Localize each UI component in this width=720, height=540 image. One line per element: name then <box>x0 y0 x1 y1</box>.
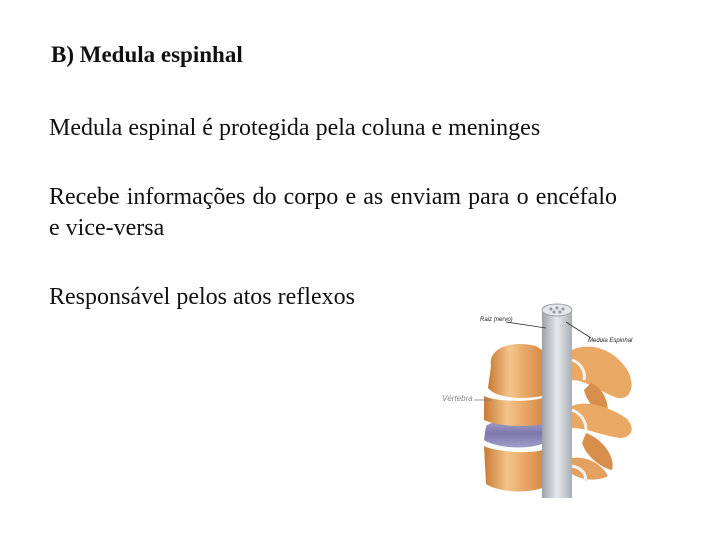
slide-heading: B) Medula espinhal <box>51 42 243 67</box>
paragraph-information: Recebe informações do corpo e as enviam para o encéfalo e vice-versa <box>49 184 617 241</box>
spinal-cord-shape <box>542 308 572 498</box>
spine-illustration <box>436 288 658 500</box>
paragraph-reflexes: Responsável pelos atos reflexos <box>49 284 355 310</box>
label-vertebra: Vértebra <box>442 394 473 403</box>
label-nerve-root: Raiz (nervo) <box>480 317 513 323</box>
paragraph-protection: Medula espinal é protegida pela coluna e meninges <box>49 115 541 141</box>
label-spinal-cord: Medula Espinhal <box>588 338 633 344</box>
